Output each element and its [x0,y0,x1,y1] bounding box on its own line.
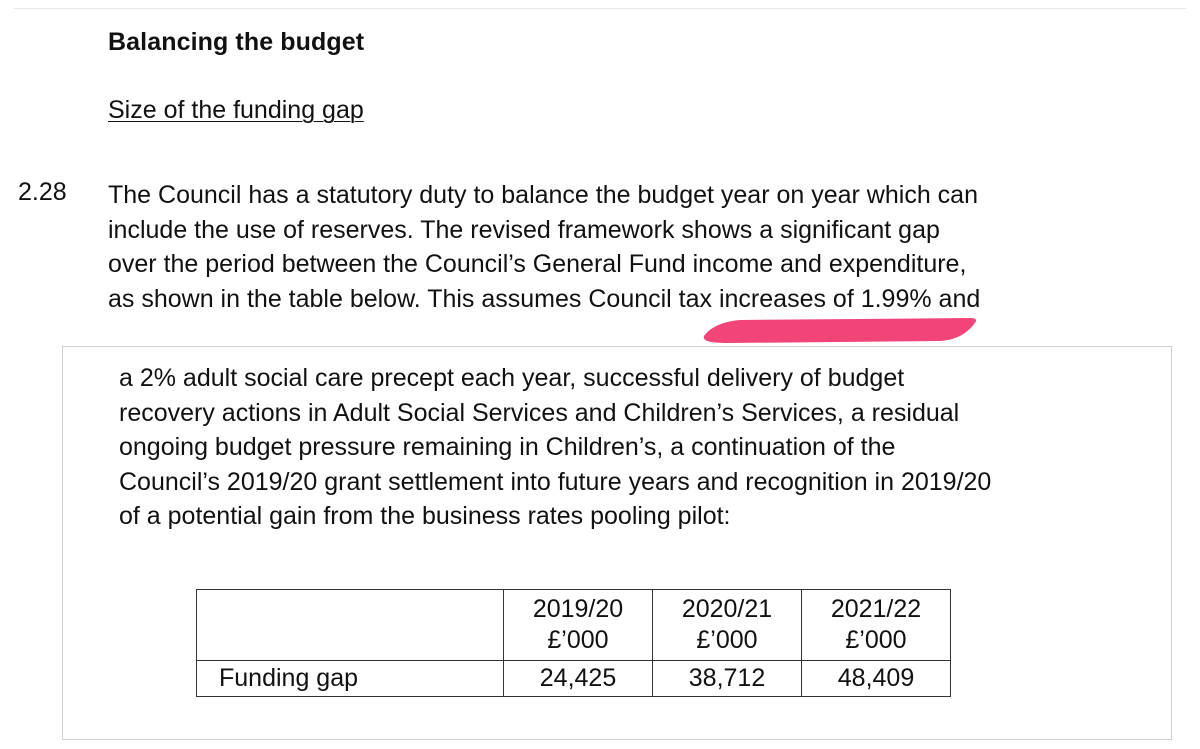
paragraph-text-top [108,178,980,316]
top-divider [14,8,1186,9]
table-header-cell [504,590,653,661]
table-header-cell [802,590,951,661]
funding-gap-table [196,589,951,697]
table-cell-value: 38,712 [653,661,802,697]
highlight-stroke [700,314,701,315]
column-year: 2019/20 [532,595,624,623]
paragraph-line: over the period between the Council’s General Fund income and expenditure, [108,250,967,278]
table-row [197,661,951,697]
highlight-stroke-svg [700,314,980,346]
section-heading: Balancing the budget [108,28,365,56]
table-header-empty-cell [197,590,504,661]
paragraph-line: include the use of reserves. The revised framework shows a significant gap [108,215,940,244]
paragraph-line: of a potential gain from the business rates pooling pilot: [119,502,731,530]
column-unit: £’000 [696,626,758,654]
row-label: Funding gap [197,661,504,697]
paragraph-line: ongoing budget pressure remaining in Children’s, a continuation of the [119,433,896,461]
column-year: 2021/22 [830,595,922,623]
subsection-heading: Size of the funding gap [108,96,364,124]
table-header-cell [653,590,802,661]
paragraph-line: as shown in the table below. This assumes Council tax increases of 1.99% and [108,284,981,313]
table-header-row [197,590,951,661]
paragraph-number: 2.28 [18,178,67,206]
paragraph-line: recovery actions in Adult Social Services and Children’s Services, a residual [119,398,960,427]
table-cell-value: 48,409 [802,661,951,697]
paragraph-line: The Council has a statutory duty to balance the budget year on year which can [108,181,978,209]
column-unit: £’000 [547,626,609,654]
column-unit: £’000 [845,626,907,654]
continued-excerpt-panel [62,346,1172,740]
column-year: 2020/21 [681,595,773,623]
paragraph-line: a 2% adult social care precept each year, successful delivery of budget [119,364,905,392]
paragraph-text-continued [119,361,991,534]
paragraph-line: Council’s 2019/20 grant settlement into future years and recognition in 2019/20 [119,467,992,496]
table-cell-value: 24,425 [504,661,653,697]
